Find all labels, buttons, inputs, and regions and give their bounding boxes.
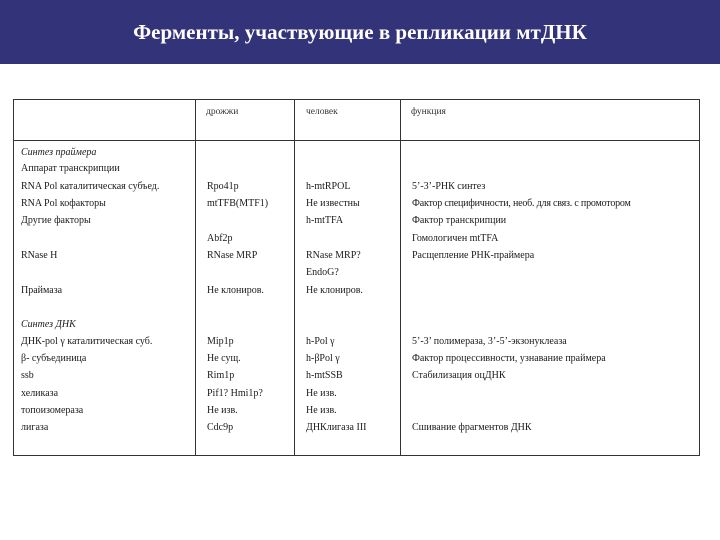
header-function: функция xyxy=(411,107,446,117)
yeast-cell: Abf2p xyxy=(207,233,233,244)
row-label: RNase H xyxy=(21,250,58,261)
human-cell: EndoG? xyxy=(306,267,339,278)
yeast-cell: Не клониров. xyxy=(207,285,264,296)
yeast-cell: Mip1p xyxy=(207,336,234,347)
function-cell: Гомологичен mtTFA xyxy=(412,233,499,244)
yeast-cell: mtTFB(MTF1) xyxy=(207,198,269,209)
human-cell: Не изв. xyxy=(306,388,337,399)
column-divider xyxy=(195,100,196,455)
human-cell: RNase MRP? xyxy=(306,250,361,261)
row-label: хеликаза xyxy=(21,388,59,399)
yeast-cell: RNase MRP xyxy=(207,250,258,261)
column-divider xyxy=(294,100,295,455)
slide-title: Ферменты, участвующие в репликации мтДНК xyxy=(133,19,587,44)
human-cell: h-Pol γ xyxy=(306,336,335,347)
human-cell: h-mtRPOL xyxy=(306,181,351,192)
section-dna-synthesis: Синтез ДНК xyxy=(21,319,76,330)
header-human: человек xyxy=(306,107,338,117)
yeast-cell: Cdc9p xyxy=(207,422,234,433)
enzymes-table xyxy=(13,99,700,456)
function-cell: Фактор специфичности, необ. для связ. с промотором xyxy=(412,198,631,209)
title-bar xyxy=(0,0,720,64)
row-label: RNA Pol каталитическая субъед. xyxy=(21,181,160,192)
header-yeast: дрожжи xyxy=(206,107,239,117)
function-cell: Стабилизация оцДНК xyxy=(412,370,506,381)
function-cell: Сшивание фрагментов ДНК xyxy=(412,422,532,433)
section-primer-synthesis: Синтез праймера xyxy=(21,147,97,158)
header-divider xyxy=(14,140,699,141)
function-cell: Расщепление РНК-праймера xyxy=(412,250,535,261)
function-cell: 5’-3’-РНК синтез xyxy=(412,181,486,192)
human-cell: Не клониров. xyxy=(306,285,363,296)
human-cell: Не известны xyxy=(306,198,360,209)
yeast-cell: Rpo41p xyxy=(207,181,239,192)
yeast-cell: Не изв. xyxy=(207,405,238,416)
yeast-cell: Pif1? Hmi1p? xyxy=(207,388,263,399)
row-label: Другие факторы xyxy=(21,215,91,226)
human-cell: ДНКлигаза III xyxy=(306,422,367,433)
yeast-cell: Rim1p xyxy=(207,370,235,381)
function-cell: 5’-3’ полимераза, 3’-5’-экзонуклеаза xyxy=(412,336,567,347)
row-label: лигаза xyxy=(21,422,49,433)
row-label: RNA Pol кофакторы xyxy=(21,198,106,209)
human-cell: Не изв. xyxy=(306,405,337,416)
function-cell: Фактор процессивности, узнавание праймера xyxy=(412,353,606,364)
human-cell: h-mtTFA xyxy=(306,215,344,226)
human-cell: h-βPol γ xyxy=(306,353,340,364)
row-label: Праймаза xyxy=(21,285,63,296)
row-label: Аппарат транскрипции xyxy=(21,163,120,174)
row-label: β- субъединица xyxy=(21,353,87,364)
yeast-cell: Не сущ. xyxy=(207,353,241,364)
function-cell: Фактор транскрипции xyxy=(412,215,507,226)
row-label: топоизомераза xyxy=(21,405,84,416)
row-label: ssb xyxy=(21,370,34,381)
column-divider xyxy=(400,100,401,455)
human-cell: h-mtSSB xyxy=(306,370,343,381)
row-label: ДНК-pol γ каталитическая суб. xyxy=(21,336,153,347)
